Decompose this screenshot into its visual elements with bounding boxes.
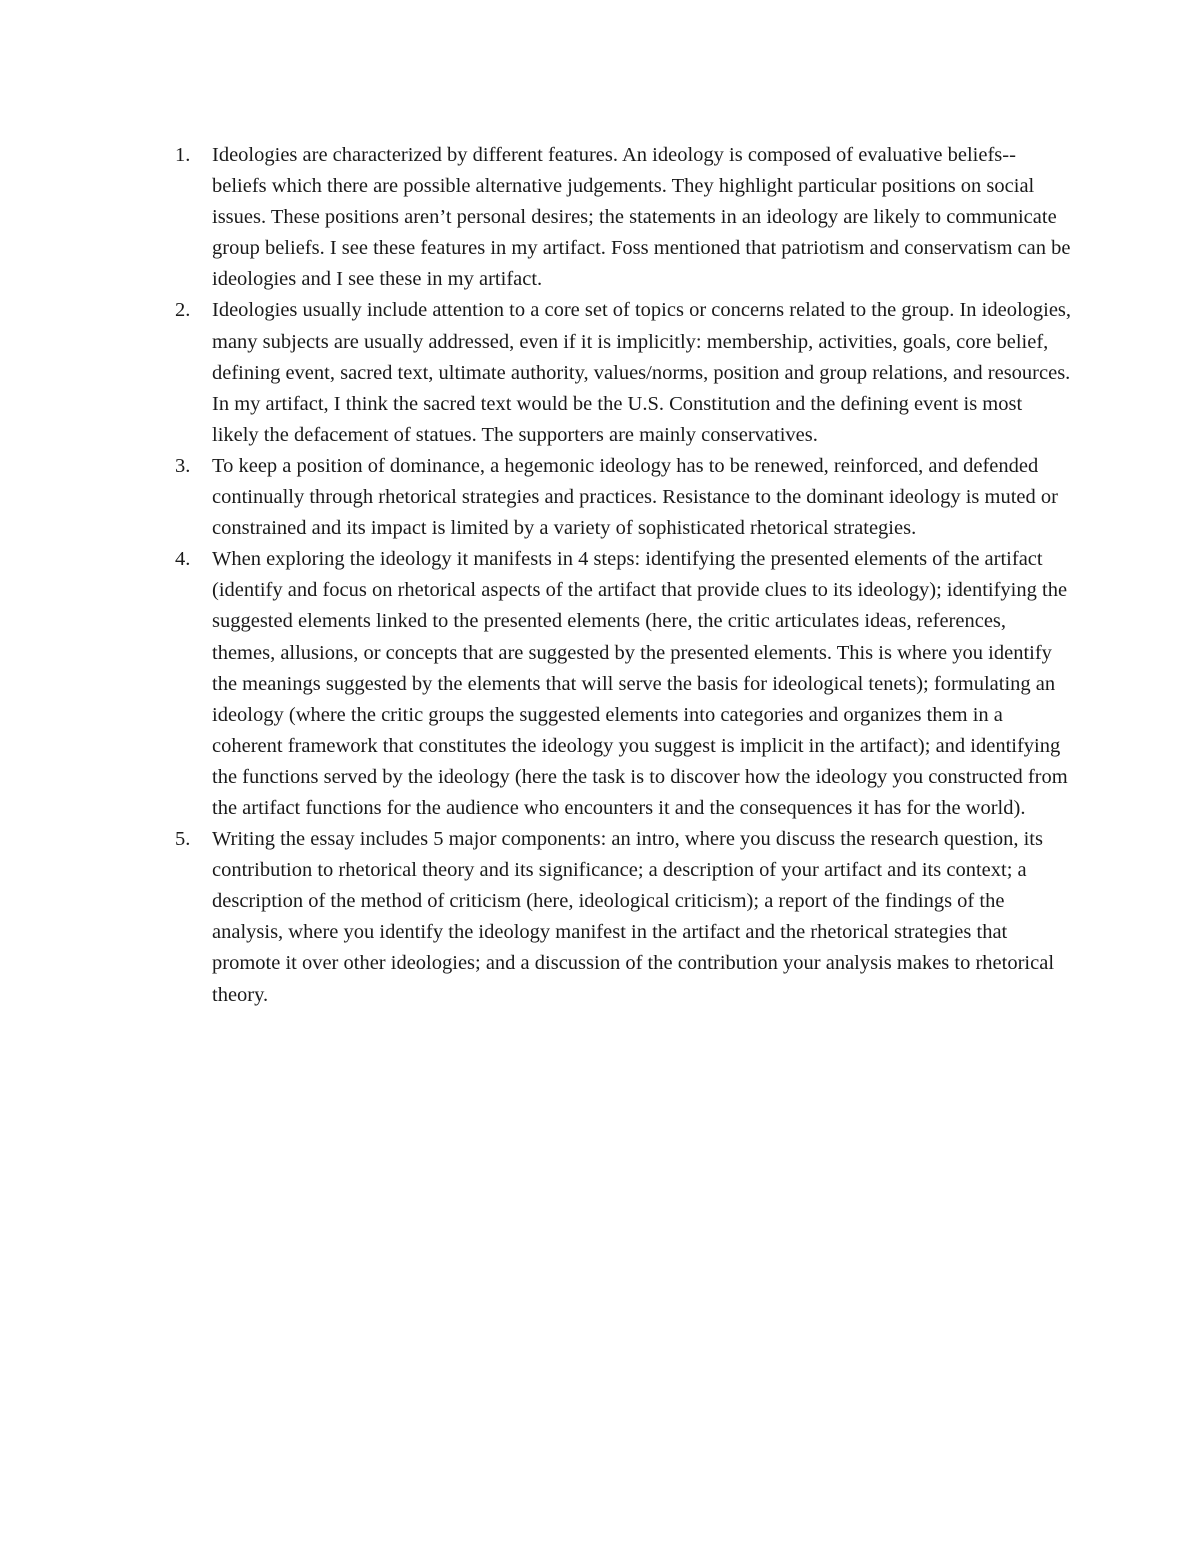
list-item-number: 1. — [175, 144, 191, 166]
list-item-5 — [172, 824, 1072, 1011]
list-item-text: Ideologies usually include attention to a core set of topics or concerns related to the group. In ideologies, many subjects are usually addressed, even if it is implicitly: membership, activities, goals, core belief, defining event, sacred text, ultimate authority, values/norms, position and group relations, and resources. In my artifact, I think the sacred text would be the U.S. Constitution and the defining event is most likely the defacement of statues. The supporters are mainly conservatives. — [212, 299, 1072, 446]
list-item-2 — [172, 295, 1072, 450]
list-item-text: When exploring the ideology it manifests in 4 steps: identifying the presented elements of the artifact (identify and focus on rhetorical aspects of the artifact that provide clues to its ideology); identifying the suggested elements linked to the presented elements (here, the critic articulates ideas, references, themes, allusions, or concepts that are suggested by the presented elements. This is where you identify the meanings suggested by the elements that will serve the basis for ideological tenets); formulating an ideology (where the critic groups the suggested elements into categories and organizes them in a coherent framework that constitutes the ideology you suggest is implicit in the artifact); and identifying the functions served by the ideology (here the task is to discover how the ideology you constructed from the artifact functions for the audience who encounters it and the consequences it has for the world). — [212, 548, 1068, 819]
list-item-text: To keep a position of dominance, a hegemonic ideology has to be renewed, reinforced, and defended continually through rhetorical strategies and practices. Resistance to the dominant ideology is muted or constrained and its impact is limited by a variety of sophisticated rhetorical strategies. — [212, 454, 1058, 540]
list-item-number: 5. — [175, 828, 191, 851]
list-item-number: 3. — [175, 454, 191, 477]
numbered-list — [172, 140, 1072, 1011]
list-item-text: Ideologies are characterized by different features. An ideology is composed of evaluative beliefs-- beliefs which there are possible alternative judgements. They highlight particular positions on social issues. These positions aren’t personal desires; the statements in an ideology are likely to communicate group beliefs. I see these features in my artifact. Foss mentioned that patriotism and conservatism can be ideologies and I see these in my artifact. — [212, 144, 1071, 291]
list-item-3 — [172, 451, 1072, 544]
list-item-number: 2. — [175, 299, 191, 322]
list-item-number: 4. — [175, 548, 191, 571]
list-item-4 — [172, 544, 1072, 824]
list-item-text: Writing the essay includes 5 major components: an intro, where you discuss the research question, its contribution to rhetorical theory and its significance; a description of your artifact and its context; a description of the method of criticism (here, ideological criticism); a report of the findings of the analysis, where you identify the ideology manifest in the artifact and the rhetorical strategies that promote it over other ideologies; and a discussion of the contribution your analysis makes to rhetorical theory. — [212, 828, 1055, 1006]
list-item-1 — [172, 140, 1072, 295]
